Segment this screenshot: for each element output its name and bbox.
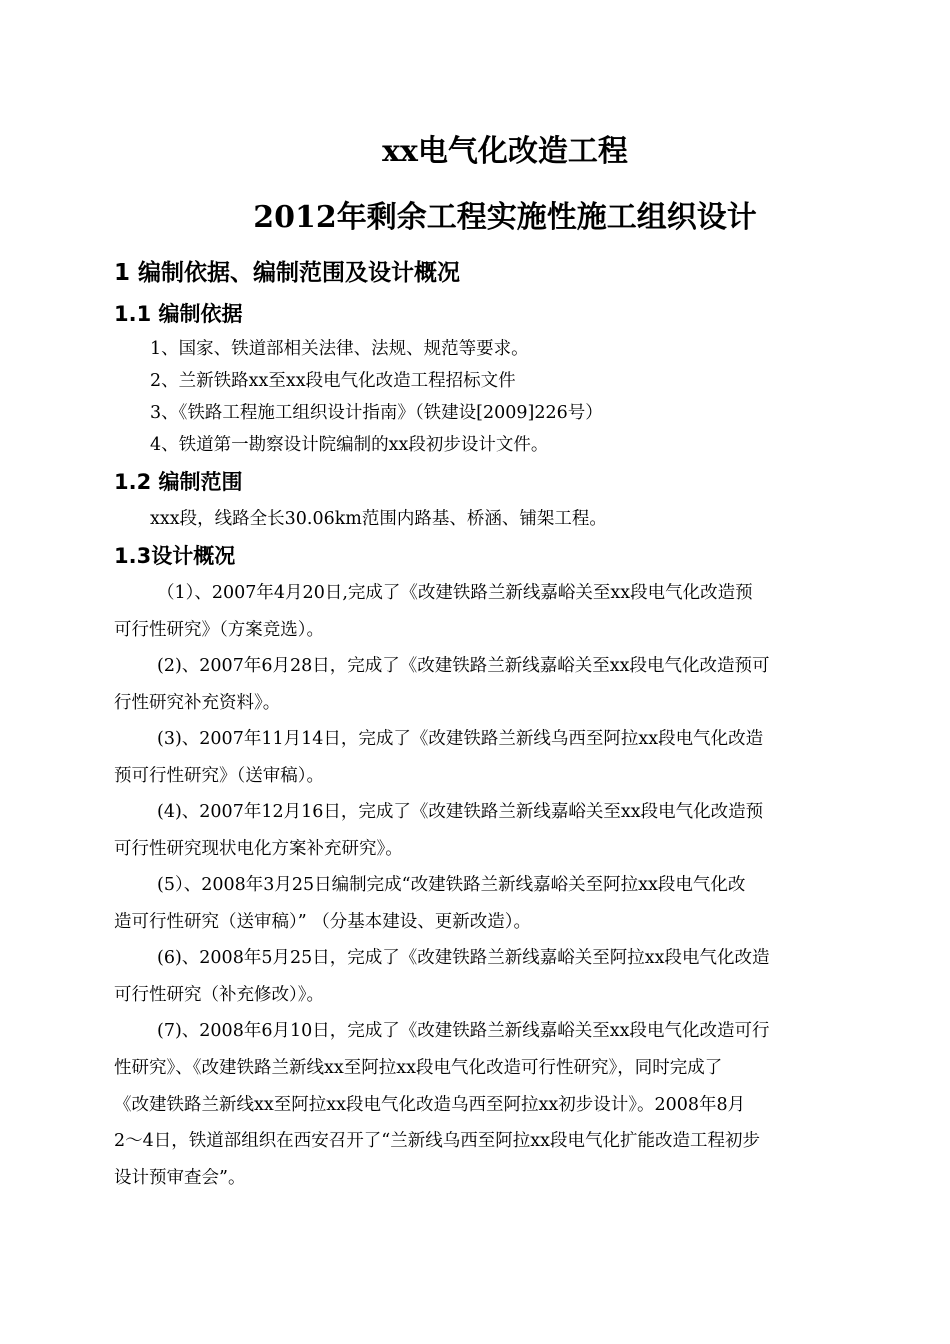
document-title-line1: xx电气化改造工程	[382, 134, 628, 169]
basis-item-1: 1、国家、铁道部相关法律、法规、规范等要求。	[150, 339, 529, 359]
basis-item-2: 2、兰新铁路xx至xx段电气化改造工程招标文件	[150, 371, 516, 391]
design-line: (4)、2007年12月16日，完成了《改建铁路兰新线嘉峪关至xx段电气化改造预	[157, 802, 764, 822]
design-line: 2～4日，铁道部组织在西安召开了“兰新线乌西至阿拉xx段电气化扩能改造工程初步	[114, 1131, 760, 1151]
design-line: 造可行性研究（送审稿）” （分基本建设、更新改造）。	[114, 912, 532, 932]
scope-text: xxx段，线路全长30.06km范围内路基、桥涵、铺架工程。	[150, 509, 607, 529]
design-line: （1）、2007年4月20日,完成了《改建铁路兰新线嘉峪关至xx段电气化改造预	[157, 583, 753, 603]
design-line: 可行性研究》（方案竞选）。	[114, 620, 324, 640]
document-title-line2: 2012年剩余工程实施性施工组织设计	[253, 200, 757, 235]
section-1-2-heading: 1.2 编制范围	[114, 470, 243, 494]
design-line: 《改建铁路兰新线xx至阿拉xx段电气化改造乌西至阿拉xx初步设计》。2008年8月	[114, 1095, 746, 1115]
design-line: 可行性研究现状电化方案补充研究》。	[114, 839, 403, 859]
design-line: (6)、2008年5月25日，完成了《改建铁路兰新线嘉峪关至阿拉xx段电气化改造	[157, 948, 770, 968]
design-line: (2)、2007年6月28日，完成了《改建铁路兰新线嘉峪关至xx段电气化改造预可	[157, 656, 770, 676]
design-line: 设计预审查会”。	[114, 1168, 246, 1188]
design-line: 预可行性研究》（送审稿）。	[114, 766, 324, 786]
design-line: (7)、2008年6月10日，完成了《改建铁路兰新线嘉峪关至xx段电气化改造可行	[157, 1021, 770, 1041]
design-line: 可行性研究（补充修改）》。	[114, 985, 324, 1005]
section-1-heading: 1 编制依据、编制范围及设计概况	[114, 260, 461, 286]
design-line: (3)、2007年11月14日，完成了《改建铁路兰新线乌西至阿拉xx段电气化改造	[157, 729, 764, 749]
section-1-1-heading: 1.1 编制依据	[114, 302, 243, 326]
basis-item-4: 4、铁道第一勘察设计院编制的xx段初步设计文件。	[150, 435, 549, 455]
basis-item-3: 3、《铁路工程施工组织设计指南》（铁建设[2009]226号）	[150, 403, 603, 423]
section-1-3-heading: 1.3设计概况	[114, 544, 236, 568]
design-line: (5）、2008年3月25日编制完成“改建铁路兰新线嘉峪关至阿拉xx段电气化改	[157, 875, 746, 895]
design-line: 性研究》、《改建铁路兰新线xx至阿拉xx段电气化改造可行性研究》，同时完成了	[114, 1058, 723, 1078]
design-line: 行性研究补充资料》。	[114, 693, 281, 713]
